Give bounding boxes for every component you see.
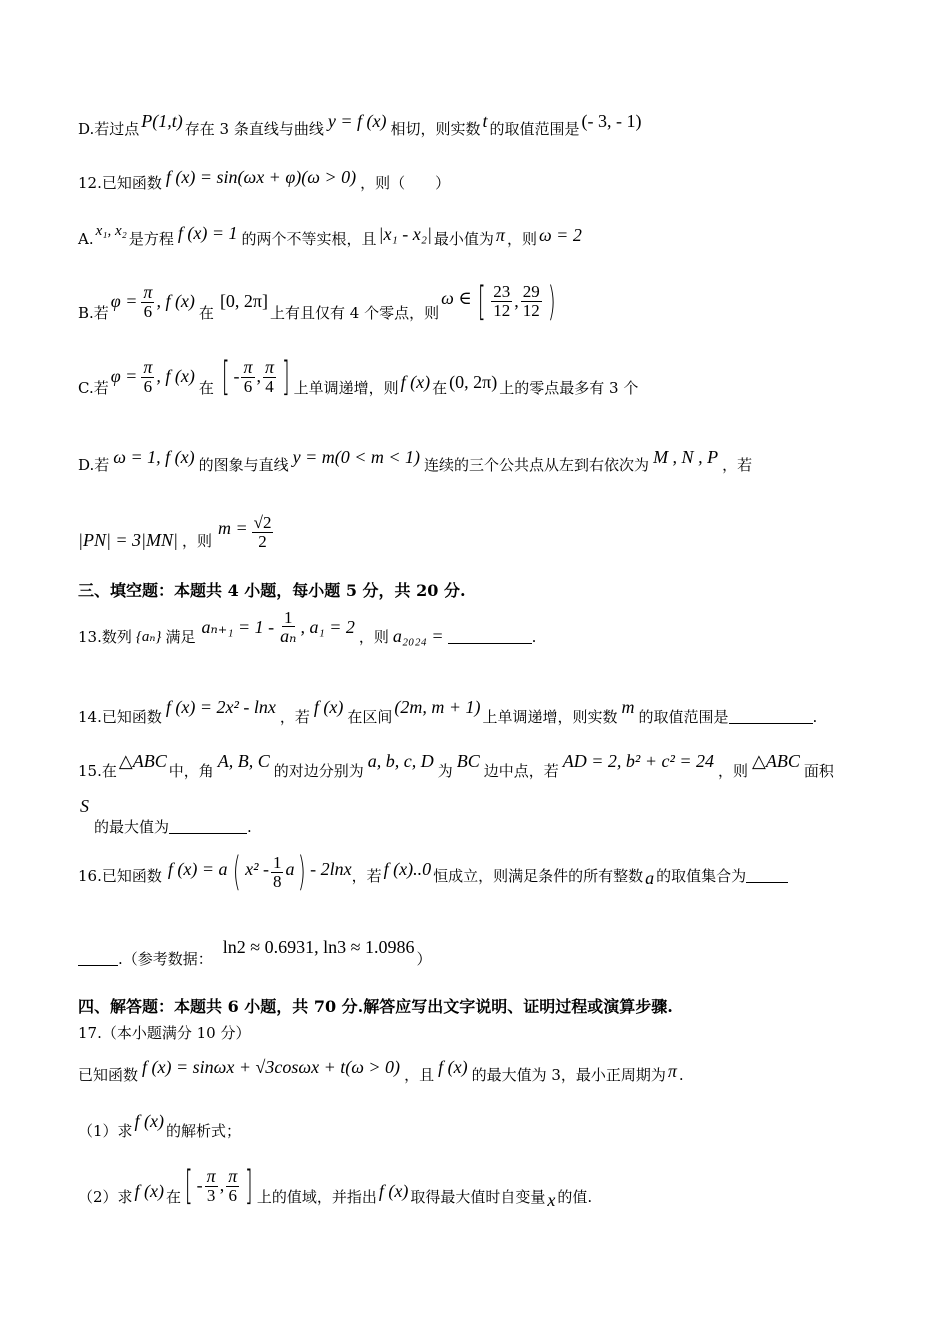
- text: 中，角: [168, 762, 214, 780]
- numerator: 1: [284, 607, 293, 627]
- math-expr: ω = 2: [538, 225, 582, 245]
- text: 在: [198, 379, 214, 397]
- math-expr: aₙ₊₁ = 1 -: [201, 617, 275, 637]
- text: ，则: [181, 532, 212, 550]
- denominator: 6: [143, 376, 153, 396]
- text: 为: [437, 762, 453, 780]
- math-expr: φ =: [110, 291, 138, 311]
- text: 恒成立，则满足条件的所有整数: [433, 866, 644, 885]
- text: 的最大值为 3，最小正周期为: [471, 1066, 666, 1084]
- q14: [78, 688, 817, 727]
- text: 的最大值为: [94, 818, 170, 836]
- right-bracket: ]: [245, 1162, 253, 1209]
- math-expr: |x₁ - x₂|: [378, 224, 432, 244]
- text: 最小值为: [433, 230, 494, 248]
- fraction: [491, 283, 512, 320]
- math-expr: (2m, m + 1): [394, 697, 481, 717]
- minus-sign: -: [233, 366, 240, 386]
- text: 的图象与直线: [198, 456, 289, 474]
- left-bracket: [: [477, 278, 486, 325]
- numerator: π: [265, 356, 275, 377]
- q16-cont: [78, 932, 432, 969]
- denominator: 6: [228, 1185, 237, 1205]
- text: 17.（本小题满分 10 分）: [78, 1024, 251, 1042]
- text: 上单调递增，则实数: [482, 708, 618, 726]
- math-expr: f (x) = sin(ωx + φ)(ω > 0): [165, 167, 357, 187]
- text: ，则: [358, 628, 389, 646]
- numerator: √2: [253, 513, 272, 533]
- q12-option-d-cont: [78, 500, 275, 551]
- text: ，若: [722, 456, 753, 474]
- text: C.若: [78, 379, 109, 397]
- numerator: π: [143, 356, 153, 377]
- math-expr: t: [482, 111, 488, 131]
- fraction: [226, 1167, 239, 1205]
- heading: 三、填空题：本题共 4 小题，每小题 5 分，共 20 分.: [78, 581, 466, 600]
- math-expr: f (x) = a: [167, 858, 228, 879]
- math-expr: x² -: [245, 858, 269, 879]
- q12-option-a: [78, 223, 584, 249]
- math-expr: - 2lnx: [310, 858, 352, 879]
- math-expr: , a₁ = 2: [300, 617, 355, 637]
- text: B.若: [78, 304, 109, 322]
- math-expr: f (x): [313, 697, 344, 717]
- math-expr: f (x): [438, 1057, 468, 1077]
- text: D.若过点: [78, 120, 140, 138]
- text: 16.已知函数: [78, 866, 162, 885]
- math-expr: M , N , P: [653, 447, 719, 467]
- text: 边中点，若: [483, 762, 559, 780]
- text: .: [678, 1065, 684, 1084]
- math-expr: |PN| = 3|MN|: [78, 530, 178, 550]
- section-4-heading: [78, 994, 673, 1017]
- q12-option-d: [78, 440, 752, 475]
- text: 12.已知函数: [78, 174, 162, 192]
- numerator: 23: [493, 282, 511, 302]
- q15-cont: [78, 798, 252, 837]
- minus-sign: -: [196, 1175, 203, 1195]
- q12-stem: [78, 167, 451, 193]
- comma: ,: [256, 366, 261, 386]
- math-expr: AD = 2, b² + c² = 24: [562, 751, 714, 771]
- fraction: [205, 1167, 218, 1205]
- text: 的值.: [557, 1188, 593, 1206]
- math-expr: f (x): [378, 1181, 409, 1201]
- text: ，若: [279, 708, 310, 726]
- text: .（参考数据：: [118, 950, 213, 968]
- math-expr: (- 3, - 1): [581, 111, 642, 131]
- numerator: π: [143, 281, 153, 302]
- q12-option-c: [78, 355, 638, 398]
- math-expr: f (x) = sinωx + √3cosωx + t(ω > 0): [142, 1057, 401, 1077]
- math-expr: x: [547, 1190, 556, 1210]
- math-expr: m: [621, 697, 635, 717]
- q11-option-d: [78, 111, 644, 139]
- fraction: [271, 854, 284, 891]
- answer-blank[interactable]: [78, 951, 118, 966]
- text: 13.数列: [78, 628, 132, 646]
- math-expr: P(1,t): [141, 111, 183, 131]
- q17-part-1: [78, 1102, 241, 1141]
- math-expr: △ABC: [752, 751, 800, 771]
- text: 面积: [803, 762, 834, 780]
- text: 在: [198, 304, 214, 322]
- text: 在区间: [347, 708, 393, 726]
- text: 上的零点最多有 3 个: [499, 379, 639, 397]
- text: A.: [78, 229, 94, 248]
- text: .: [247, 817, 252, 836]
- denominator: 2: [258, 532, 267, 551]
- denominator: 12: [522, 301, 540, 320]
- left-paren: (: [233, 849, 242, 895]
- fraction: [141, 358, 154, 396]
- math-expr: f (x) = 2x² - lnx: [165, 697, 276, 717]
- math-expr: ln2 ≈ 0.6931, ln3 ≈ 1.0986: [222, 937, 415, 957]
- text: ，若: [351, 866, 382, 885]
- section-3-heading: [78, 578, 466, 601]
- math-expr: y = f (x): [327, 111, 387, 131]
- fraction: [141, 283, 154, 321]
- left-bracket: [: [184, 1162, 193, 1209]
- math-expr: a₂₀₂₄ =: [392, 626, 444, 646]
- math-expr: m =: [217, 518, 248, 538]
- left-bracket: [: [221, 353, 230, 400]
- text: （2）求: [78, 1188, 133, 1206]
- fraction: [278, 609, 298, 647]
- text: 在: [166, 1188, 182, 1206]
- answer-blank[interactable]: [448, 629, 532, 644]
- answer-blank[interactable]: [729, 709, 813, 724]
- q12-option-b: [78, 280, 559, 323]
- text: 的两个不等实根，且: [241, 230, 377, 248]
- math-expr: [0, 2π]: [219, 291, 269, 311]
- math-expr: f (x)..0: [383, 858, 432, 879]
- math-expr: S: [80, 796, 89, 816]
- fraction: [252, 514, 274, 551]
- math-expr: BC: [456, 751, 480, 771]
- text: 14.已知函数: [78, 708, 162, 726]
- text: 已知函数: [78, 1066, 139, 1084]
- comma: ,: [514, 291, 519, 311]
- answer-blank[interactable]: [169, 819, 247, 834]
- q17-part-2: [78, 1160, 592, 1211]
- denominator: 12: [493, 301, 511, 320]
- math-expr: f (x): [134, 1111, 165, 1131]
- math-expr: π: [495, 225, 505, 245]
- numerator: 1: [272, 852, 282, 872]
- text: 上单调递增，则: [293, 379, 399, 397]
- text: D.若: [78, 456, 110, 474]
- text: 是方程: [128, 230, 174, 248]
- text: 的解析式；: [166, 1122, 242, 1140]
- math-expr: △ABC: [118, 751, 167, 771]
- text: 15.在: [78, 762, 117, 780]
- math-expr: (0, 2π): [449, 372, 498, 392]
- right-paren: ): [298, 849, 307, 895]
- math-expr: f (x) = 1: [177, 223, 238, 243]
- numerator: π: [228, 1165, 238, 1186]
- comma: ,: [219, 1175, 225, 1195]
- math-expr: a: [285, 858, 295, 879]
- denominator: 8: [272, 871, 282, 891]
- math-expr: a, b, c, D: [367, 751, 434, 771]
- math-expr: ω = 1, f (x): [113, 447, 195, 467]
- math-expr: a: [645, 867, 655, 888]
- text: 的取值范围是: [638, 708, 729, 726]
- denominator: aₙ: [280, 626, 297, 647]
- text: 存在 3 条直线与曲线: [184, 120, 324, 138]
- text: ，则: [718, 762, 749, 780]
- text: ，则（ ）: [360, 174, 451, 192]
- math-expr: φ =: [110, 366, 138, 386]
- denominator: 6: [243, 376, 253, 396]
- q15: [78, 742, 834, 781]
- numerator: π: [243, 356, 253, 377]
- text: 上的值域，并指出: [256, 1188, 377, 1206]
- answer-blank[interactable]: [746, 868, 788, 883]
- text: ）: [416, 950, 432, 968]
- q16: [78, 849, 788, 895]
- numerator: 29: [522, 282, 540, 302]
- text: .: [812, 707, 818, 726]
- math-expr: , f (x): [156, 291, 195, 311]
- fraction: [521, 283, 542, 320]
- text: 的取值集合为: [656, 866, 747, 885]
- fraction: [263, 358, 276, 396]
- text: 相切，则实数: [390, 120, 481, 138]
- text: 在: [432, 379, 448, 397]
- right-bracket: ]: [281, 353, 290, 400]
- heading: 四、解答题：本题共 6 小题，共 70 分.解答应写出文字说明、证明过程或演算步骤.: [78, 997, 673, 1016]
- q17-heading: [78, 1022, 250, 1043]
- math-expr: ω ∈: [441, 288, 472, 308]
- text: 上有且仅有 4 个零点，则: [270, 304, 440, 322]
- denominator: 6: [143, 301, 153, 321]
- denominator: 3: [206, 1185, 216, 1205]
- q13: [78, 608, 536, 647]
- math-expr: y = m(0 < m < 1): [292, 447, 421, 467]
- math-expr: A, B, C: [217, 751, 270, 771]
- math-expr: {aₙ}: [135, 629, 162, 645]
- text: ，则: [506, 230, 537, 248]
- right-paren: ): [547, 278, 556, 325]
- math-expr: , f (x): [156, 366, 195, 386]
- text: 满足: [165, 628, 196, 646]
- math-expr: π: [667, 1061, 677, 1081]
- text: 取得最大值时自变量: [410, 1188, 546, 1206]
- text: 的对边分别为: [273, 762, 364, 780]
- fraction: [241, 358, 254, 396]
- math-expr: f (x): [134, 1181, 165, 1201]
- q17-stem: [78, 1050, 684, 1085]
- text: （1）求: [78, 1122, 133, 1140]
- text: .: [531, 627, 537, 646]
- text: ，且: [404, 1066, 435, 1084]
- numerator: π: [206, 1165, 216, 1186]
- text: 连续的三个公共点从左到右依次为: [424, 456, 650, 474]
- text: 的取值范围是: [489, 120, 580, 138]
- math-expr: x₁, x₂: [95, 223, 127, 239]
- denominator: 4: [265, 376, 274, 396]
- math-expr: f (x): [400, 372, 431, 392]
